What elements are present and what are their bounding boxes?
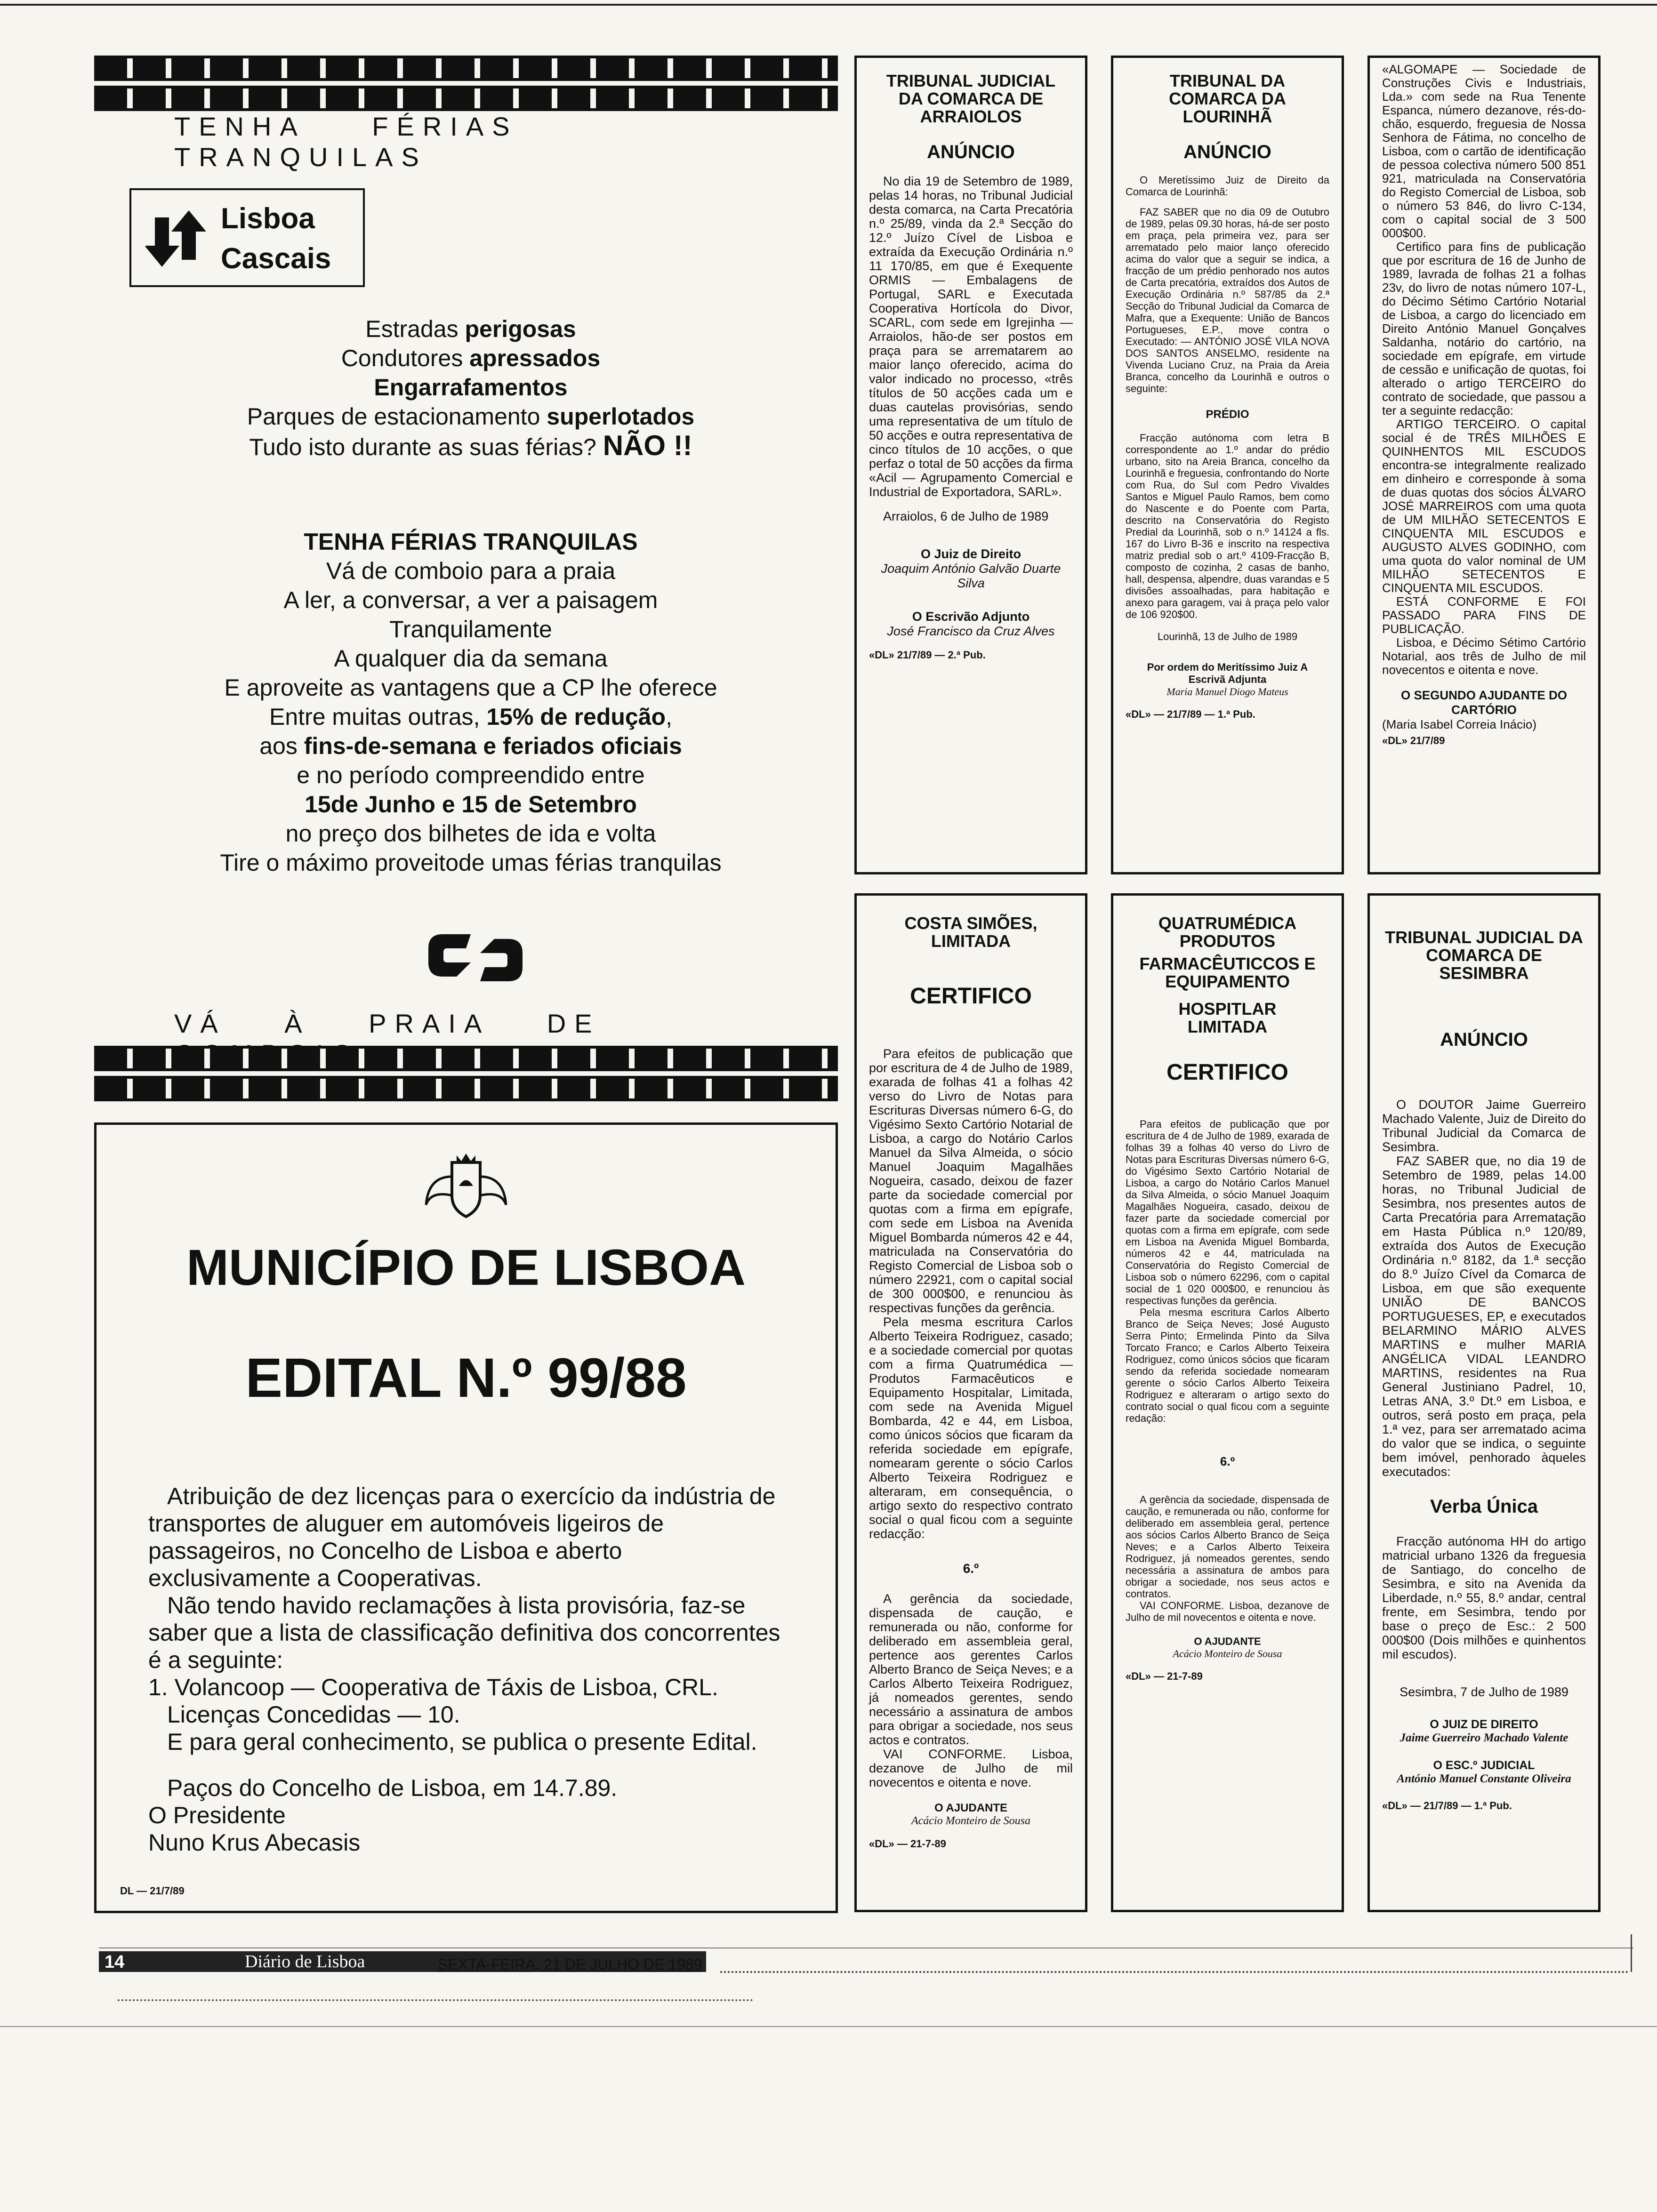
edital-ref: DL — 21/7/89 — [120, 1885, 185, 1897]
ad-line: aos fins-de-semana e feriados oficiais — [259, 733, 682, 759]
notice-body: «ALGOMAPE — Sociedade de Construções Civis e Industriais, Lda.» com sede na Rua Tenente Espanca, número dezanove, rés-do-chão, esquerdo, freguesia de Nossa Senhora de Fátima, no concelho de Lisboa, com o cartão de identificação de pessoa colectiva número 500 851 921, matriculada na Conservatória do Registo Comercial de Lisboa, sob o número 53 846, do livro C-134, com o capital social de 3 500 000$00. — [1382, 62, 1586, 240]
footer-page-number: 14 — [105, 1952, 125, 1972]
notice-body: A gerência da sociedade, dispensada de caução, e remunerada ou não, conforme for deliberado em assembleia geral, pertence aos sócios Carlos Alberto Branco de Seiça Neves; e a Carlos Alberto Teixeira Rodriguez, já nomeados gerentes, sendo necessária a assinatura de ambos para obrigar a sociedade, nos seus actos e contratos. — [1126, 1494, 1329, 1600]
ad-line: Vá de comboio para a praia — [326, 558, 616, 584]
lower-rule — [0, 2026, 1657, 2027]
notice-body: Lisboa, e Décimo Sétimo Cartório Notarial, aos três de Julho de mil novecentos e oitenta e nove. — [1382, 635, 1586, 677]
footer-rule-dots — [720, 1971, 1629, 1973]
edital-closing: O Presidente — [148, 1802, 286, 1828]
ad-line: Engarrafamentos — [374, 374, 568, 401]
notice-body: VAI CONFORME. Lisboa, dezanove de Julho de mil novecentos e oitenta e nove. — [1126, 1600, 1329, 1623]
ad-bottom-slogan: VÁ À PRAIA DE — [174, 1009, 601, 1038]
notice-signature: O AJUDANTE Acácio Monteiro de Sousa — [911, 1802, 1031, 1827]
edital-paragraph: Atribuição de dez licenças para o exercício da indústria de transportes de aluguer em automóveis ligeiros de passageiros, no Concelho de Lisboa e aberto exclusivamente a Cooperativas. — [148, 1483, 776, 1591]
ad-line: A ler, a conversar, a ver a paisagem — [283, 587, 658, 613]
notice-intro: O Meretíssimo Juiz de Direito da Comarca de Lourinhã: — [1126, 174, 1329, 198]
route-line2: Cascais — [221, 242, 331, 275]
notice-title: COSTA SIMÕES, LIMITADA — [904, 914, 1038, 951]
notice-subheading: Verba Única — [1430, 1496, 1538, 1517]
notice-ref: «DL» — 21/7/89 — 1.ª Pub. — [1382, 1800, 1512, 1811]
edital-paragraph: Não tendo havido reclamações à lista provisória, faz-se saber que a lista de classificação definitiva dos concorrentes é a seguinte: — [148, 1592, 780, 1673]
ad-line: E aproveite as vantagens que a CP lhe oferece — [224, 674, 717, 701]
notice-body: No dia 19 de Setembro de 1989, pelas 14 horas, no Tribunal Judicial desta comarca, na Carta Precatória n.º 25/89, vinda da 2.ª Secção do 12.º Juízo Cível de Lisboa e extraída da Execução Ordinária n.º 11 170/85, em que é Exequente ORMIS — Embalagens de Portugal, SARL e Executada Cooperativa Hortícola do Divor, SCARL, com sede em Igrejinha — Arraiolos, hão-de ser postos em praça para se arrematarem ao maior lanço oferecido, acima do valor indicado no processo, «três títulos de 50 acções cada um e duas cautelas provisórias, sendo uma representativa de um título de 50 acções e outra representativa de cinco títulos de 10 acções, o que perfaz o total de 50 acções da firma «Acil — Agrupamento Comercial e Industrial de Exportadora, SARL». — [869, 174, 1073, 499]
checker-border-top-1 — [94, 56, 838, 81]
notice-heading: ANÚNCIO — [1183, 142, 1271, 162]
ad-line: Parques de estacionamento superlotados — [247, 403, 695, 430]
ad-line: Condutores apressados — [341, 345, 601, 371]
notice-body: Certifico para fins de publicação que por escritura de 16 de Junho de 1989, lavrada de folhas 21 a folhas 23v, do livro de notas número 107-L, do Décimo Sétimo Cartório Notarial de Lisboa, a cargo do licenciado em Direito António Manuel Gonçalves Saldanha, notário do cartório, na sociedade em epígrafe, em virtude de cessão e unificação de quotas, foi alterado o artigo TERCEIRO do contrato de sociedade, que passou a ter a seguinte redacção: — [1382, 240, 1586, 417]
notice-heading: CERTIFICO — [1166, 1060, 1288, 1085]
notice-ref: «DL» — 21-7-89 — [1126, 1670, 1203, 1682]
cp-logo-icon — [424, 930, 527, 986]
edital-number: EDITAL N.º 99/88 — [245, 1347, 687, 1409]
notice-body: FAZ SABER que no dia 09 de Outubro de 1989, pelas 09.30 horas, há-de ser posto em praça, pela primeira vez, para ser arrematado pelo maior lanço oferecido acima do valor que a seguir se indica, a fracção de um prédio penhorado nos autos de Carta precatória, extraídos dos Autos de Execução Ordinária n.º 587/85 da 2.ª Secção do Tribunal Judicial da Comarca de Mafra, que a Exequente: União de Bancos Portugueses, E.P., move contra o Executado: — ANTÓNIO JOSÉ VILA NOVA DOS SANTOS ANSELMO, residente na Vivenda Luciano Cruz, na Praia da Areia Branca, concelho da Lourinhã e outros o seguinte: — [1126, 206, 1329, 394]
ad-line: no preço dos bilhetes de ida e volta — [285, 820, 656, 847]
notice-body: ARTIGO TERCEIRO. O capital social é de TRÊS MILHÕES E QUINHENTOS MIL ESCUDOS encontra-se integralmente realizado em dinheiro e corresponde à soma de duas quotas dos sócios ÁLVARO JOSÉ MARREIROS com uma quota de UM MILHÃO SETECENTOS E CINQUENTA MIL ESCUDOS e AUGUSTO ALVES GODINHO, com uma quota do valor nominal de UM MILHÃO SETECENTOS E CINQUENTA MIL ESCUDOS. — [1382, 417, 1586, 595]
notice-heading: CERTIFICO — [910, 984, 1032, 1009]
municipio-edital — [94, 1122, 838, 1913]
notice-ref: «DL» — 21/7/89 — 1.ª Pub. — [1126, 708, 1255, 720]
notice-title: QUATRUMÉDICA PRODUTOS — [1158, 914, 1297, 951]
ad-line: Tudo isto durante as suas férias? NÃO !! — [249, 430, 692, 461]
notice-signature: O SEGUNDO AJUDANTE DO CARTÓRIO (Maria Isabel Correia Inácio) — [1382, 688, 1567, 731]
ad-line: e no período compreendido entre — [297, 762, 645, 788]
notice-ref: «DL» 21/7/89 — [1382, 735, 1445, 746]
notice-body: Pela mesma escritura Carlos Alberto Branco de Seiça Neves; José Augusto Serra Pinto; Ermelinda Pinto da Silva Torcato Franco; e Carlos Alberto Teixeira Rodriguez, como únicos sócios que ficaram sendo da referida sociedade nomearam gerente o sócio Carlos Alberto Teixeira Rodriguez e alteraram o artigo sexto do contrato social o qual ficou com a seguinte redação: — [1126, 1306, 1329, 1424]
ad-line: Tranquilamente — [389, 616, 552, 642]
footer-paper-name: Diário de Lisboa — [245, 1952, 365, 1972]
route-line1: Lisboa — [221, 202, 315, 235]
notice-date: Sesimbra, 7 de Julho de 1989 — [1400, 1685, 1569, 1699]
notice-signature: O JUIZ DE DIREITO Jaime Guerreiro Machado Valente — [1400, 1718, 1569, 1744]
footer-date: SEXTA-FEIRA, 21 DE JULHO DE 1989 — [438, 1956, 702, 1973]
route-box — [129, 188, 365, 287]
checker-border-bottom-2 — [94, 1076, 838, 1101]
edital-closing: Paços do Concelho de Lisboa, em 14.7.89. — [167, 1775, 618, 1801]
train-arrows-icon — [145, 208, 207, 269]
ad-line: Entre muitas outras, 15% de redução, — [269, 704, 672, 730]
notice-body: Pela mesma escritura Carlos Alberto Teixeira Rodriguez, casado; e a sociedade comercial por quotas com a firma Quatrumédica — Produtos Farmacêuticos e Equipamento Hospitalar, Limitada, com sede na Avenida Miguel Bombarda, 42 e 44, em Lisboa, como únicos sócios que ficaram da referida sociedade em epígrafe, nomearam gerente o sócio Carlos Alberto Teixeira Rodriguez e alteraram, em consequência, o artigo sexto do respectivo contrato social o qual ficou com a seguinte redacção: — [869, 1315, 1073, 1541]
notice-body: Para efeitos de publicação que por escritura de 4 de Julho de 1989, exarada de folhas 39 a folhas 40 verso do Livro de Notas para Escrituras Diversas número 6-G, do Vigésimo Sexto Cartório Notarial de Lisboa, a cargo do Notário Carlos Manuel da Silva Almeida, o sócio Manuel Joaquim Magalhães Nogueira, casado, deixou de fazer parte da sociedade comercial por quotas com a firma em epígrafe, com sede em Lisboa na Avenida Miguel Bombarda, números 42 e 44, matriculada na Conservatória do Registo Comercial de Lisboa sob o número 62296, com o capital social de 1 020 000$00, e renunciou às respectivas funções da gerência. — [1126, 1118, 1329, 1306]
notice-body: A gerência da sociedade, dispensada de caução, e remunerada ou não, conforme for deliberado em assembleia geral, pertence aos gerentes Carlos Alberto Branco de Seiça Neves; e a Carlos Alberto Teixeira Rodriguez, já nomeados gerentes, sendo necessário a assinatura de ambos para obrigar a sociedade, nos seus actos e contratos. — [869, 1592, 1073, 1747]
edital-paragraph: E para geral conhecimento, se publica o presente Edital. — [167, 1729, 757, 1755]
ad-block2-title: TENHA FÉRIAS TRANQUILAS — [304, 529, 638, 555]
notice-signature: O ESC.º JUDICIAL António Manuel Constante Oliveira — [1397, 1759, 1571, 1785]
notice-body: ESTÁ CONFORME E FOI PASSADO PARA FINS DE PUBLICAÇÃO. — [1382, 594, 1586, 636]
notice-sesimbra — [1367, 893, 1601, 1912]
notice-costa-simoes — [854, 893, 1087, 1912]
notice-heading: ANÚNCIO — [927, 142, 1015, 162]
edital-paragraph: 1. Volancoop — Cooperativa de Táxis de Lisboa, CRL. — [148, 1674, 718, 1700]
ad-block1 — [132, 314, 810, 462]
notice-signature: Por ordem do Meritíssimo Juiz A Escrivã Adjunta Maria Manuel Diogo Mateus — [1147, 661, 1308, 697]
ad-line: Tire o máximo proveitode umas férias tranquilas — [220, 850, 722, 876]
notice-algomape — [1367, 56, 1601, 874]
footer-rule-dotted-2 — [118, 1999, 753, 2001]
notice-title: HOSPITLAR LIMITADA — [1178, 999, 1277, 1036]
notice-date: Lourinhã, 13 de Julho de 1989 — [1157, 631, 1298, 642]
top-rule — [0, 4, 1657, 6]
notice-title: TRIBUNAL JUDICIAL DA COMARCA DE SESIMBRA — [1385, 928, 1583, 983]
checker-border-top-2 — [94, 86, 838, 111]
notice-body: VAI CONFORME. Lisboa, dezanove de Julho de mil novecentos e oitenta e nove. — [869, 1747, 1073, 1789]
notice-title: TRIBUNAL JUDICIAL DA COMARCA DE ARRAIOLOS — [886, 71, 1056, 126]
ad-block2 — [132, 527, 810, 877]
notice-ref: «DL» 21/7/89 — 2.ª Pub. — [869, 649, 986, 661]
notice-signature: O Escrivão Adjunto José Francisco da Cruz Alves — [887, 609, 1055, 638]
notice-arraiolos — [854, 56, 1087, 874]
municipio-title: MUNICÍPIO DE LISBOA — [186, 1239, 746, 1296]
checker-border-bottom-1 — [94, 1046, 838, 1071]
edital-body — [148, 1483, 788, 1856]
notice-heading: ANÚNCIO — [1440, 1029, 1528, 1050]
ad-line: 15de Junho e 15 de Setembro — [305, 791, 637, 817]
notice-signature: O Juiz de Direito Joaquim António Galvão Duarte Silva — [881, 547, 1061, 590]
ad-top-slogan: TENHA FÉRIAS TRANQUILAS — [174, 112, 518, 172]
notice-article: 6.º — [963, 1561, 979, 1576]
notice-ref: «DL» — 21-7-89 — [869, 1838, 946, 1850]
lisbon-coat-of-arms-icon — [407, 1148, 525, 1228]
notice-body: FAZ SABER que, no dia 19 de Setembro de 1989, pelas 14.00 horas, no Tribunal Judicial de Sesimbra, nos presentes autos de Carta Precatória para Arrematação em Hasta Pública n.º 120/89, extraída dos Autos de Execução Ordinária n.º 8182, da 1.ª secção do 8.º Juízo Cível da Comarca de Lisboa, em que são exequente UNIÃO DE BANCOS PORTUGUESES, EP, e executados BELARMINO MÁRIO ALVES MARTINS e mulher MARIA ANGÉLICA VIDAL LEANDRO MARTINS, residentes na Rua General Justiniano Padrel, 10, Letras ANA, 3.º Dt.º em Lisboa, e outros, será posto em praça, pela 1.ª vez, para ser arrematado acima do valor que se indica, o seguinte bem imóvel, penhorado àqueles executados: — [1382, 1154, 1586, 1479]
notice-body: Para efeitos de publicação que por escritura de 4 de Julho de 1989, exarada de folhas 41 a folhas 42 verso do Livro de Notas para Escrituras Diversas número 6-G, do Vigésimo Sexto Cartório Notarial de Lisboa, a cargo do Notário Carlos Manuel da Silva Almeida, o sócio Manuel Joaquim Magalhães Nogueira, casado, deixou de fazer parte da sociedade comercial por quotas com a firma em epígrafe, com sede em Lisboa na Avenida Miguel Bombarda números 42 e 44, matriculada na Conservatória do Registo Comercial de Lisboa sob o número 22921, com o capital social de 300 000$00, e renunciou às respectivas funções da gerência. — [869, 1047, 1073, 1315]
notice-title: FARMACÊUTICCOS E EQUIPAMENTO — [1139, 954, 1316, 991]
notice-body: Fracção autónoma HH do artigo matricial urbano 1326 da freguesia de Santiago, do concelho de Sesimbra, e sito na Avenida da Liberdade, n.º 55, 8.º andar, central frente, em Sesimbra, tendo por base o preço de Esc.: 2 500 000$00 (Dois milhões e quinhentos mil escudos). — [1382, 1534, 1586, 1661]
edital-closing: Nuno Krus Abecasis — [148, 1829, 361, 1856]
notice-title: TRIBUNAL DA COMARCA DA LOURINHÃ — [1169, 71, 1286, 126]
notice-date: Arraiolos, 6 de Julho de 1989 — [883, 509, 1049, 523]
edital-paragraph: Licenças Concedidas — 10. — [167, 1701, 460, 1728]
notice-quatrumedica — [1111, 893, 1344, 1912]
ad-line: Estradas perigosas — [365, 316, 576, 342]
notice-signature: O AJUDANTE Acácio Monteiro de Sousa — [1173, 1635, 1282, 1659]
notice-body: Fracção autónoma com letra B correspondente ao 1.º andar do prédio urbano, sito na Areia Branca, concelho da Lourinhã e freguesia, confrontando do Norte com Rua, do Sul com Pedro Vivaldes Santos e Miguel Paulo Ramos, bem como do Nascente e do Poente com Parta, descrito na Conservatória do Registo Predial da Lourinhã, sob o n.º 14124 a fls. 167 do Livro B-36 e inscrito na respectiva matriz predial sob o art.º 4109-Fracção B, composto de cozinha, 2 casas de banho, hall, despensa, alpendre, duas varandas e 5 divisões assoalhadas, para habitação e anexo para garagem, vai à praça pelo valor de 106 920$00. — [1126, 432, 1329, 620]
notice-article: 6.º — [1220, 1454, 1235, 1468]
notice-lourinha — [1111, 56, 1344, 874]
notice-subheading: PRÉDIO — [1206, 408, 1249, 421]
notice-body: O DOUTOR Jaime Guerreiro Machado Valente, Juiz de Direito do Tribunal Judicial da Comarca de Sesimbra. — [1382, 1098, 1586, 1154]
ad-line: A qualquer dia da semana — [334, 645, 608, 672]
footer-rule-right — [1631, 1934, 1632, 1972]
